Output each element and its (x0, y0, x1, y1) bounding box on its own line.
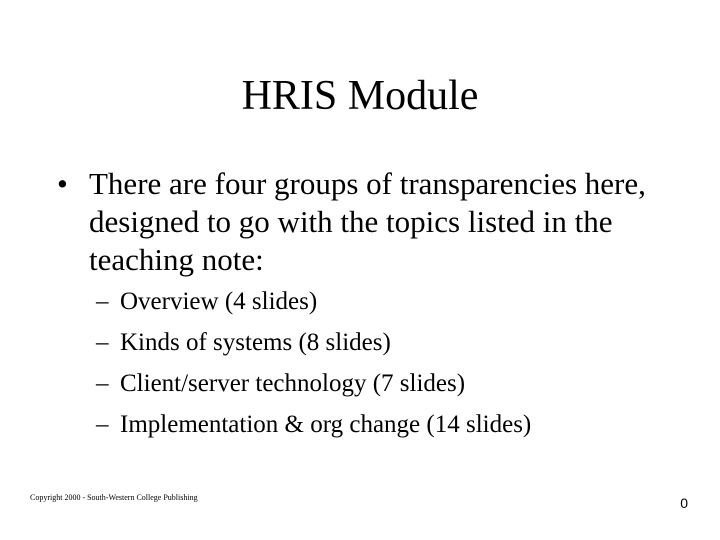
sub-bullet-item (96, 404, 676, 445)
sub-bullet-item (96, 322, 676, 363)
dash-marker: – (96, 288, 109, 315)
slide-number: 0 (680, 495, 688, 511)
copyright-footer: Copyright 2000 - South-Western College Publishing (30, 493, 198, 502)
sub-bullet-item (96, 281, 676, 322)
sub-bullet-text: Overview (4 slides) (120, 288, 318, 315)
main-bullet (57, 165, 677, 279)
sub-bullet-text: Client/server technology (7 slides) (120, 370, 466, 397)
dash-marker: – (96, 329, 109, 356)
dash-marker: – (96, 370, 109, 397)
sub-bullet-item (96, 363, 676, 404)
dash-marker: – (96, 411, 109, 438)
bullet-text: There are four groups of transparencies here, designed to go with the topics listed in the teaching note: (89, 166, 646, 277)
bullet-marker: • (57, 166, 68, 201)
sub-bullet-list (96, 281, 676, 445)
sub-bullet-text: Kinds of systems (8 slides) (120, 329, 391, 356)
slide-title: HRIS Module (241, 73, 479, 119)
sub-bullet-text: Implementation & org change (14 slides) (120, 411, 532, 438)
